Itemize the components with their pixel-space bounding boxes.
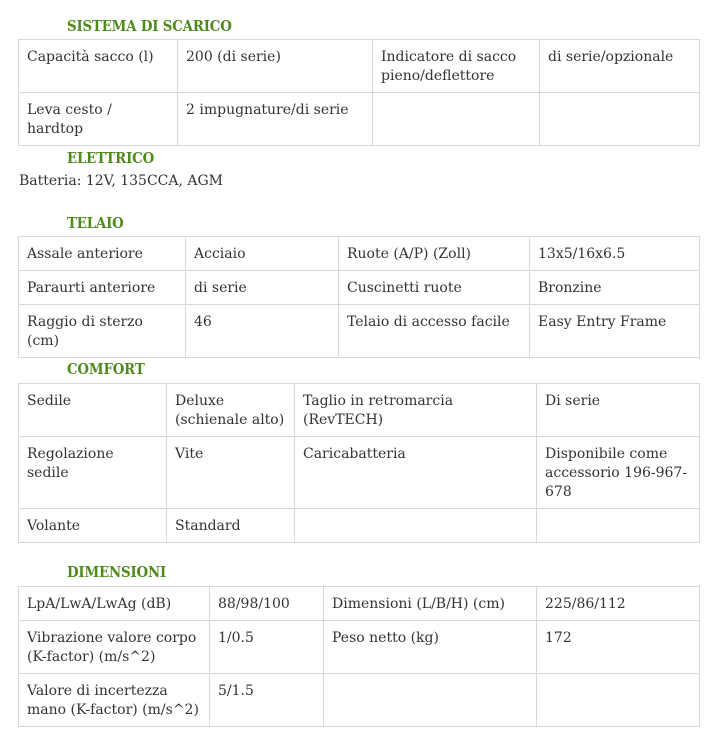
table-cell	[537, 509, 700, 543]
table-cell: Paraurti anteriore	[19, 271, 186, 305]
table-cell: Regolazione sedile	[19, 437, 167, 509]
section-title-scarico: SISTEMA DI SCARICO	[67, 18, 232, 35]
table-cell: Deluxe (schienale alto)	[167, 384, 295, 437]
table-cell: Disponibile come accessorio 196-967-678	[537, 437, 700, 509]
table-cell	[295, 509, 537, 543]
table-cell: Cuscinetti ruote	[339, 271, 530, 305]
table-cell: Easy Entry Frame	[530, 305, 700, 358]
battery-info: Batteria: 12V, 135CCA, AGM	[19, 173, 224, 189]
table-row	[19, 509, 700, 543]
table-row	[19, 40, 700, 93]
table-cell: di serie	[186, 271, 339, 305]
table-cell: 13x5/16x6.5	[530, 237, 700, 271]
table-cell: Vibrazione valore corpo (K-factor) (m/s^2)	[19, 621, 210, 674]
table-cell: Sedile	[19, 384, 167, 437]
table-cell	[537, 674, 700, 727]
table-cell: Vite	[167, 437, 295, 509]
table-cell: 2 impugnature/di serie	[178, 93, 373, 146]
table-cell: Leva cesto / hardtop	[19, 93, 178, 146]
table-scarico	[18, 39, 700, 146]
table-telaio	[18, 236, 700, 358]
table-cell: Di serie	[537, 384, 700, 437]
table-cell: 5/1.5	[210, 674, 324, 727]
table-row	[19, 305, 700, 358]
section-title-dimensioni: DIMENSIONI	[67, 564, 167, 581]
table-cell: Acciaio	[186, 237, 339, 271]
table-cell: 225/86/112	[537, 587, 700, 621]
table-cell: 1/0.5	[210, 621, 324, 674]
table-cell: Bronzine	[530, 271, 700, 305]
table-cell: Volante	[19, 509, 167, 543]
table-cell	[540, 93, 700, 146]
table-row	[19, 384, 700, 437]
section-title-elettrico: ELETTRICO	[67, 150, 155, 167]
table-cell: Standard	[167, 509, 295, 543]
table-cell: Capacità sacco (l)	[19, 40, 178, 93]
table-cell: Dimensioni (L/B/H) (cm)	[324, 587, 537, 621]
table-cell	[324, 674, 537, 727]
table-cell: Ruote (A/P) (Zoll)	[339, 237, 530, 271]
table-row	[19, 237, 700, 271]
table-cell: LpA/LwA/LwAg (dB)	[19, 587, 210, 621]
table-cell: Telaio di accesso facile	[339, 305, 530, 358]
table-cell: 172	[537, 621, 700, 674]
section-title-telaio: TELAIO	[67, 215, 124, 232]
table-row	[19, 437, 700, 509]
table-cell: Assale anteriore	[19, 237, 186, 271]
table-cell	[373, 93, 540, 146]
table-row	[19, 93, 700, 146]
table-comfort	[18, 383, 700, 543]
table-cell: Peso netto (kg)	[324, 621, 537, 674]
table-cell: Raggio di sterzo (cm)	[19, 305, 186, 358]
table-cell: 88/98/100	[210, 587, 324, 621]
table-row	[19, 271, 700, 305]
table-row	[19, 674, 700, 727]
table-cell: Taglio in retromarcia (RevTECH)	[295, 384, 537, 437]
table-cell: Valore di incertezza mano (K-factor) (m/s^2)	[19, 674, 210, 727]
table-cell: Caricabatteria	[295, 437, 537, 509]
section-title-comfort: COMFORT	[67, 361, 145, 378]
table-row	[19, 621, 700, 674]
table-cell: 46	[186, 305, 339, 358]
table-dimensioni	[18, 586, 700, 727]
table-cell: di serie/opzionale	[540, 40, 700, 93]
table-cell: Indicatore di sacco pieno/deflettore	[373, 40, 540, 93]
table-cell: 200 (di serie)	[178, 40, 373, 93]
table-row	[19, 587, 700, 621]
